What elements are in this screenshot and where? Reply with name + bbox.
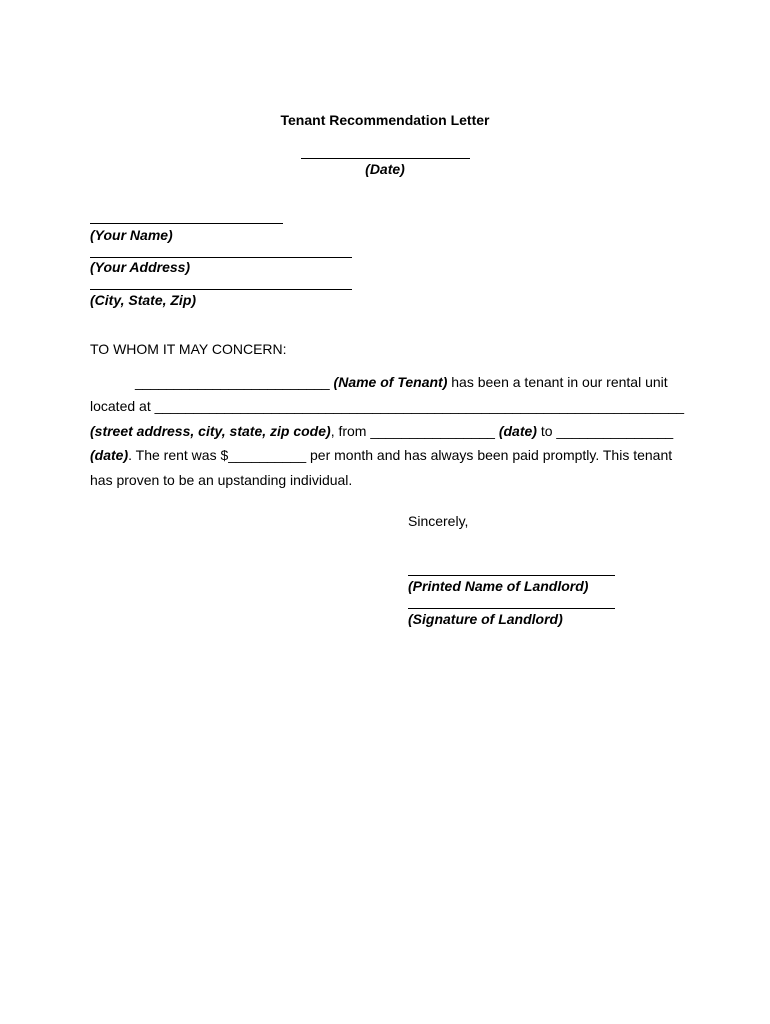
your-name-blank-line[interactable] <box>90 223 283 224</box>
signature-label: (Signature of Landlord) <box>408 611 563 627</box>
rent-text: . The rent was $__________ per month and has always been paid promptly. This tenant <box>128 447 673 463</box>
from-date-blank[interactable]: , from ________________ <box>330 423 499 439</box>
city-state-zip-blank-line[interactable] <box>90 289 352 290</box>
body-line-5: has proven to be an upstanding individual. <box>90 472 353 488</box>
closing-sincerely: Sincerely, <box>408 513 469 529</box>
city-state-zip-label: (City, State, Zip) <box>90 292 197 308</box>
printed-name-blank-line[interactable] <box>408 575 615 576</box>
body-line-1-text: has been a tenant in our rental unit <box>447 374 668 390</box>
date-label: (Date) <box>365 161 405 177</box>
signature-blank-line[interactable] <box>408 608 615 609</box>
tenant-name-blank[interactable]: _________________________ <box>135 374 330 390</box>
letter-title: Tenant Recommendation Letter <box>280 112 490 128</box>
printed-name-label: (Printed Name of Landlord) <box>408 578 589 594</box>
from-date-label: (date) <box>498 423 537 439</box>
your-address-blank-line[interactable] <box>90 257 352 258</box>
your-name-label: (Your Name) <box>90 227 173 243</box>
date-blank-line[interactable] <box>301 158 470 159</box>
your-address-label: (Your Address) <box>90 259 191 275</box>
to-date-label: (date) <box>90 447 129 463</box>
to-date-blank[interactable]: to _______________ <box>536 423 674 439</box>
body-line-4 <box>90 447 672 463</box>
body-line-1 <box>135 374 668 390</box>
salutation: TO WHOM IT MAY CONCERN: <box>90 341 287 357</box>
street-address-label: (street address, city, state, zip code) <box>90 423 331 439</box>
body-line-3 <box>90 423 673 439</box>
body-line-2: located at ____________________________________________________________________ <box>90 398 685 414</box>
tenant-name-label: (Name of Tenant) <box>333 374 448 390</box>
